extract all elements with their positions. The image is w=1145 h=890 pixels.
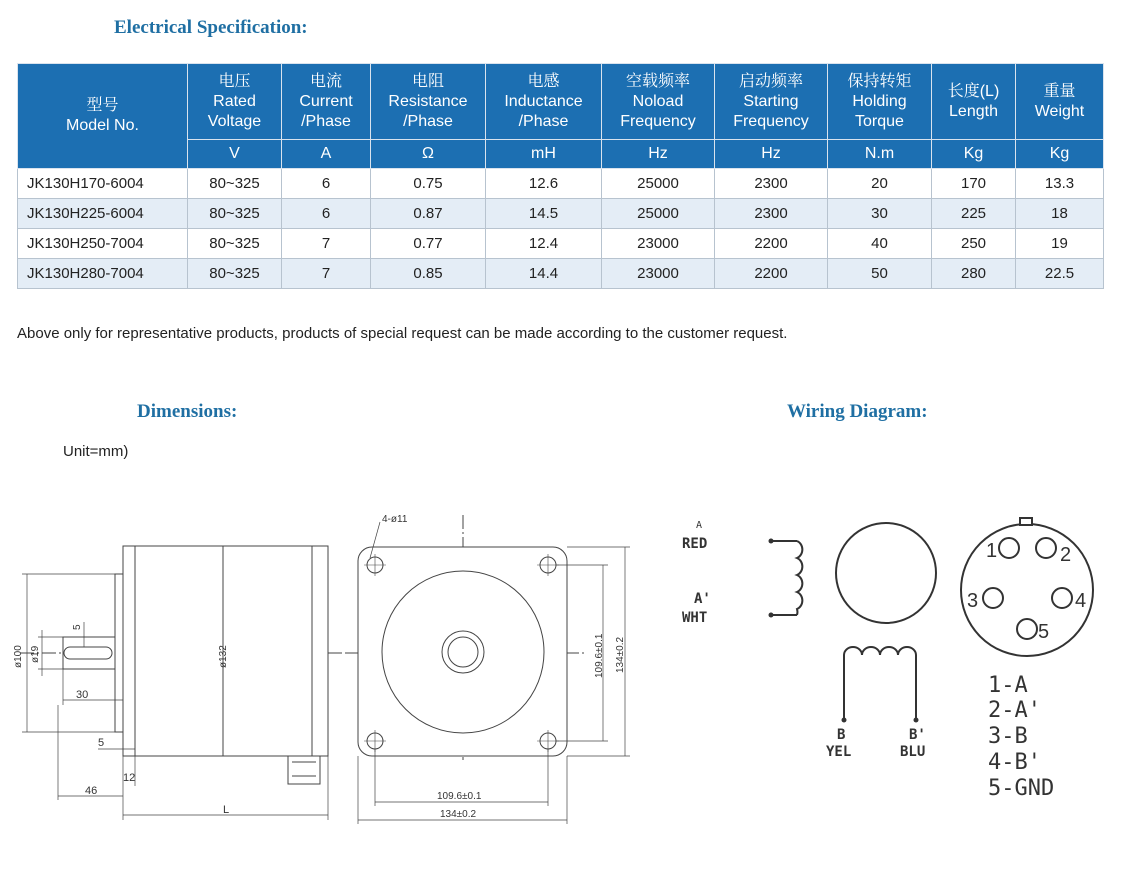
representative-note: Above only for representative products, products of special request can be made according to the customer request. xyxy=(17,325,788,342)
header-en: Rated xyxy=(213,92,256,110)
phase-b-coil xyxy=(844,647,916,720)
header-en: Voltage xyxy=(207,112,262,130)
table-cell: 80~325 xyxy=(188,169,282,199)
table-cell: 80~325 xyxy=(188,259,282,289)
table-cell: 0.87 xyxy=(371,199,486,229)
unit-weight: Kg xyxy=(1016,140,1104,169)
header-en: Current xyxy=(299,92,353,110)
header-en: Inductance xyxy=(504,92,583,110)
dim-d100-label: ø100 xyxy=(13,645,24,668)
table-cell: 170 xyxy=(932,169,1016,199)
table-cell: 0.77 xyxy=(371,229,486,259)
table-cell: 7 xyxy=(282,229,371,259)
table-cell: 2300 xyxy=(715,169,828,199)
table-cell: 0.75 xyxy=(371,169,486,199)
lead-abar-dot xyxy=(769,613,774,618)
table-cell: 22.5 xyxy=(1016,259,1104,289)
unit-starting-frequency: Hz xyxy=(715,140,828,169)
unit-length: Kg xyxy=(932,140,1016,169)
header-cn: 电感 xyxy=(527,72,560,90)
table-cell: 50 xyxy=(828,259,932,289)
pin-legend-3: 3-B xyxy=(988,724,1028,749)
pin-1-label: 1 xyxy=(986,540,998,562)
dim-hole-spacing-h-label: 109.6±0.1 xyxy=(437,791,482,802)
pin-2-label: 2 xyxy=(1060,544,1072,566)
header-cn: 型号 xyxy=(86,97,119,114)
phase-a-coil xyxy=(771,541,802,615)
dim-flange-thickness-label: 12 xyxy=(123,772,136,784)
table-cell: 6 xyxy=(282,199,371,229)
table-cell: 0.85 xyxy=(371,259,486,289)
header-en: Resistance xyxy=(388,92,468,110)
header-cn: 电压 xyxy=(218,72,251,90)
table-cell: 20 xyxy=(828,169,932,199)
motor-front-view xyxy=(345,515,630,824)
unit-noload-frequency: Hz xyxy=(602,140,715,169)
pin-legend-1: 1-A xyxy=(988,673,1028,698)
table-cell: 12.6 xyxy=(486,169,602,199)
table-cell: 25000 xyxy=(602,199,715,229)
table-cell: 225 xyxy=(932,199,1016,229)
dimensions-title: Dimensions: xyxy=(137,401,238,422)
dim-holes-label: 4-ø11 xyxy=(382,514,408,525)
pin-legend-4: 4-B' xyxy=(988,750,1041,775)
table-cell: 80~325 xyxy=(188,199,282,229)
pin-legend-5: 5-GND xyxy=(988,776,1055,801)
pin-legend-2: 2-A' xyxy=(988,698,1041,723)
table-cell: 6 xyxy=(282,169,371,199)
unit-voltage: V xyxy=(188,140,282,169)
header-en: /Phase xyxy=(518,112,569,130)
lead-bbar-color: BLU xyxy=(900,744,926,760)
header-en: /Phase xyxy=(301,112,351,130)
lead-abar-color: WHT xyxy=(682,610,708,626)
dim-shaft-length-label: 30 xyxy=(76,689,89,701)
header-en: Frequency xyxy=(620,112,696,130)
table-cell: JK130H250-7004 xyxy=(18,229,188,259)
dim-shaft-total-label: 46 xyxy=(85,785,98,797)
header-cn: 启动频率 xyxy=(738,72,803,90)
unit-label: Unit=mm) xyxy=(63,443,129,460)
pin-4-label: 4 xyxy=(1075,590,1087,612)
dim-square-v-label: 134±0.2 xyxy=(615,636,626,673)
pin-3-label: 3 xyxy=(967,590,979,612)
table-cell: 280 xyxy=(932,259,1016,289)
table-cell: 25000 xyxy=(602,169,715,199)
dim-hole-spacing-v-label: 109.6±0.1 xyxy=(594,633,605,678)
header-en: /Phase xyxy=(403,112,453,130)
lead-bbar-dot xyxy=(914,718,919,723)
table-cell: JK130H225-6004 xyxy=(18,199,188,229)
table-cell: 40 xyxy=(828,229,932,259)
table-cell: 23000 xyxy=(602,259,715,289)
lead-abar-label: A' xyxy=(694,591,711,607)
unit-holding-torque: N.m xyxy=(828,140,932,169)
lead-b-color: YEL xyxy=(826,744,852,760)
header-cn: 重量 xyxy=(1043,82,1076,100)
table-cell: 23000 xyxy=(602,229,715,259)
dim-square-h-label: 134±0.2 xyxy=(440,809,477,820)
table-cell: 12.4 xyxy=(486,229,602,259)
header-cn: 保持转矩 xyxy=(847,72,912,90)
connector-face xyxy=(961,518,1093,656)
header-en: Length xyxy=(949,102,998,120)
motor-side-view xyxy=(20,546,345,820)
header-en: Holding xyxy=(852,92,907,110)
header-cn: 电流 xyxy=(309,72,342,90)
table-cell: JK130H280-7004 xyxy=(18,259,188,289)
header-cn: 电阻 xyxy=(411,72,444,90)
header-en: Weight xyxy=(1034,102,1085,120)
table-cell: 14.5 xyxy=(486,199,602,229)
wiring-diagram-title: Wiring Diagram: xyxy=(787,401,928,422)
header-en: Starting xyxy=(743,92,799,110)
lead-a-dot xyxy=(769,539,774,544)
table-cell: 2200 xyxy=(715,229,828,259)
table-cell: JK130H170-6004 xyxy=(18,169,188,199)
table-cell: 14.4 xyxy=(486,259,602,289)
unit-inductance: mH xyxy=(486,140,602,169)
header-en: Noload xyxy=(632,92,684,110)
table-cell: 2300 xyxy=(715,199,828,229)
electrical-spec-title: Electrical Specification: xyxy=(114,17,308,38)
dim-key-label: 5 xyxy=(72,624,83,630)
lead-b-dot xyxy=(842,718,847,723)
dim-length-label: L xyxy=(223,804,230,816)
unit-current: A xyxy=(282,140,371,169)
table-cell: 7 xyxy=(282,259,371,289)
header-en: Frequency xyxy=(733,112,809,130)
header-cn: 长度(L) xyxy=(947,82,1000,100)
table-cell: 18 xyxy=(1016,199,1104,229)
lead-bbar-label: B' xyxy=(909,727,926,743)
header-en: Model No. xyxy=(66,117,139,134)
lead-a-color: RED xyxy=(682,536,708,552)
table-cell: 19 xyxy=(1016,229,1104,259)
pin-5-label: 5 xyxy=(1038,621,1050,643)
lead-a-label: A xyxy=(696,520,703,531)
lead-b-label: B xyxy=(837,727,846,743)
table-cell: 2200 xyxy=(715,259,828,289)
table-cell: 30 xyxy=(828,199,932,229)
header-en: Torque xyxy=(855,112,904,130)
table-cell: 13.3 xyxy=(1016,169,1104,199)
table-cell: 80~325 xyxy=(188,229,282,259)
unit-resistance: Ω xyxy=(371,140,486,169)
table-cell: 250 xyxy=(932,229,1016,259)
rotor-circle xyxy=(836,523,936,623)
dim-flange-offset-label: 5 xyxy=(98,737,105,749)
dim-d19-label: ø19 xyxy=(30,645,41,663)
dim-d132-label: ø132 xyxy=(218,645,229,668)
header-cn: 空载频率 xyxy=(625,72,690,90)
